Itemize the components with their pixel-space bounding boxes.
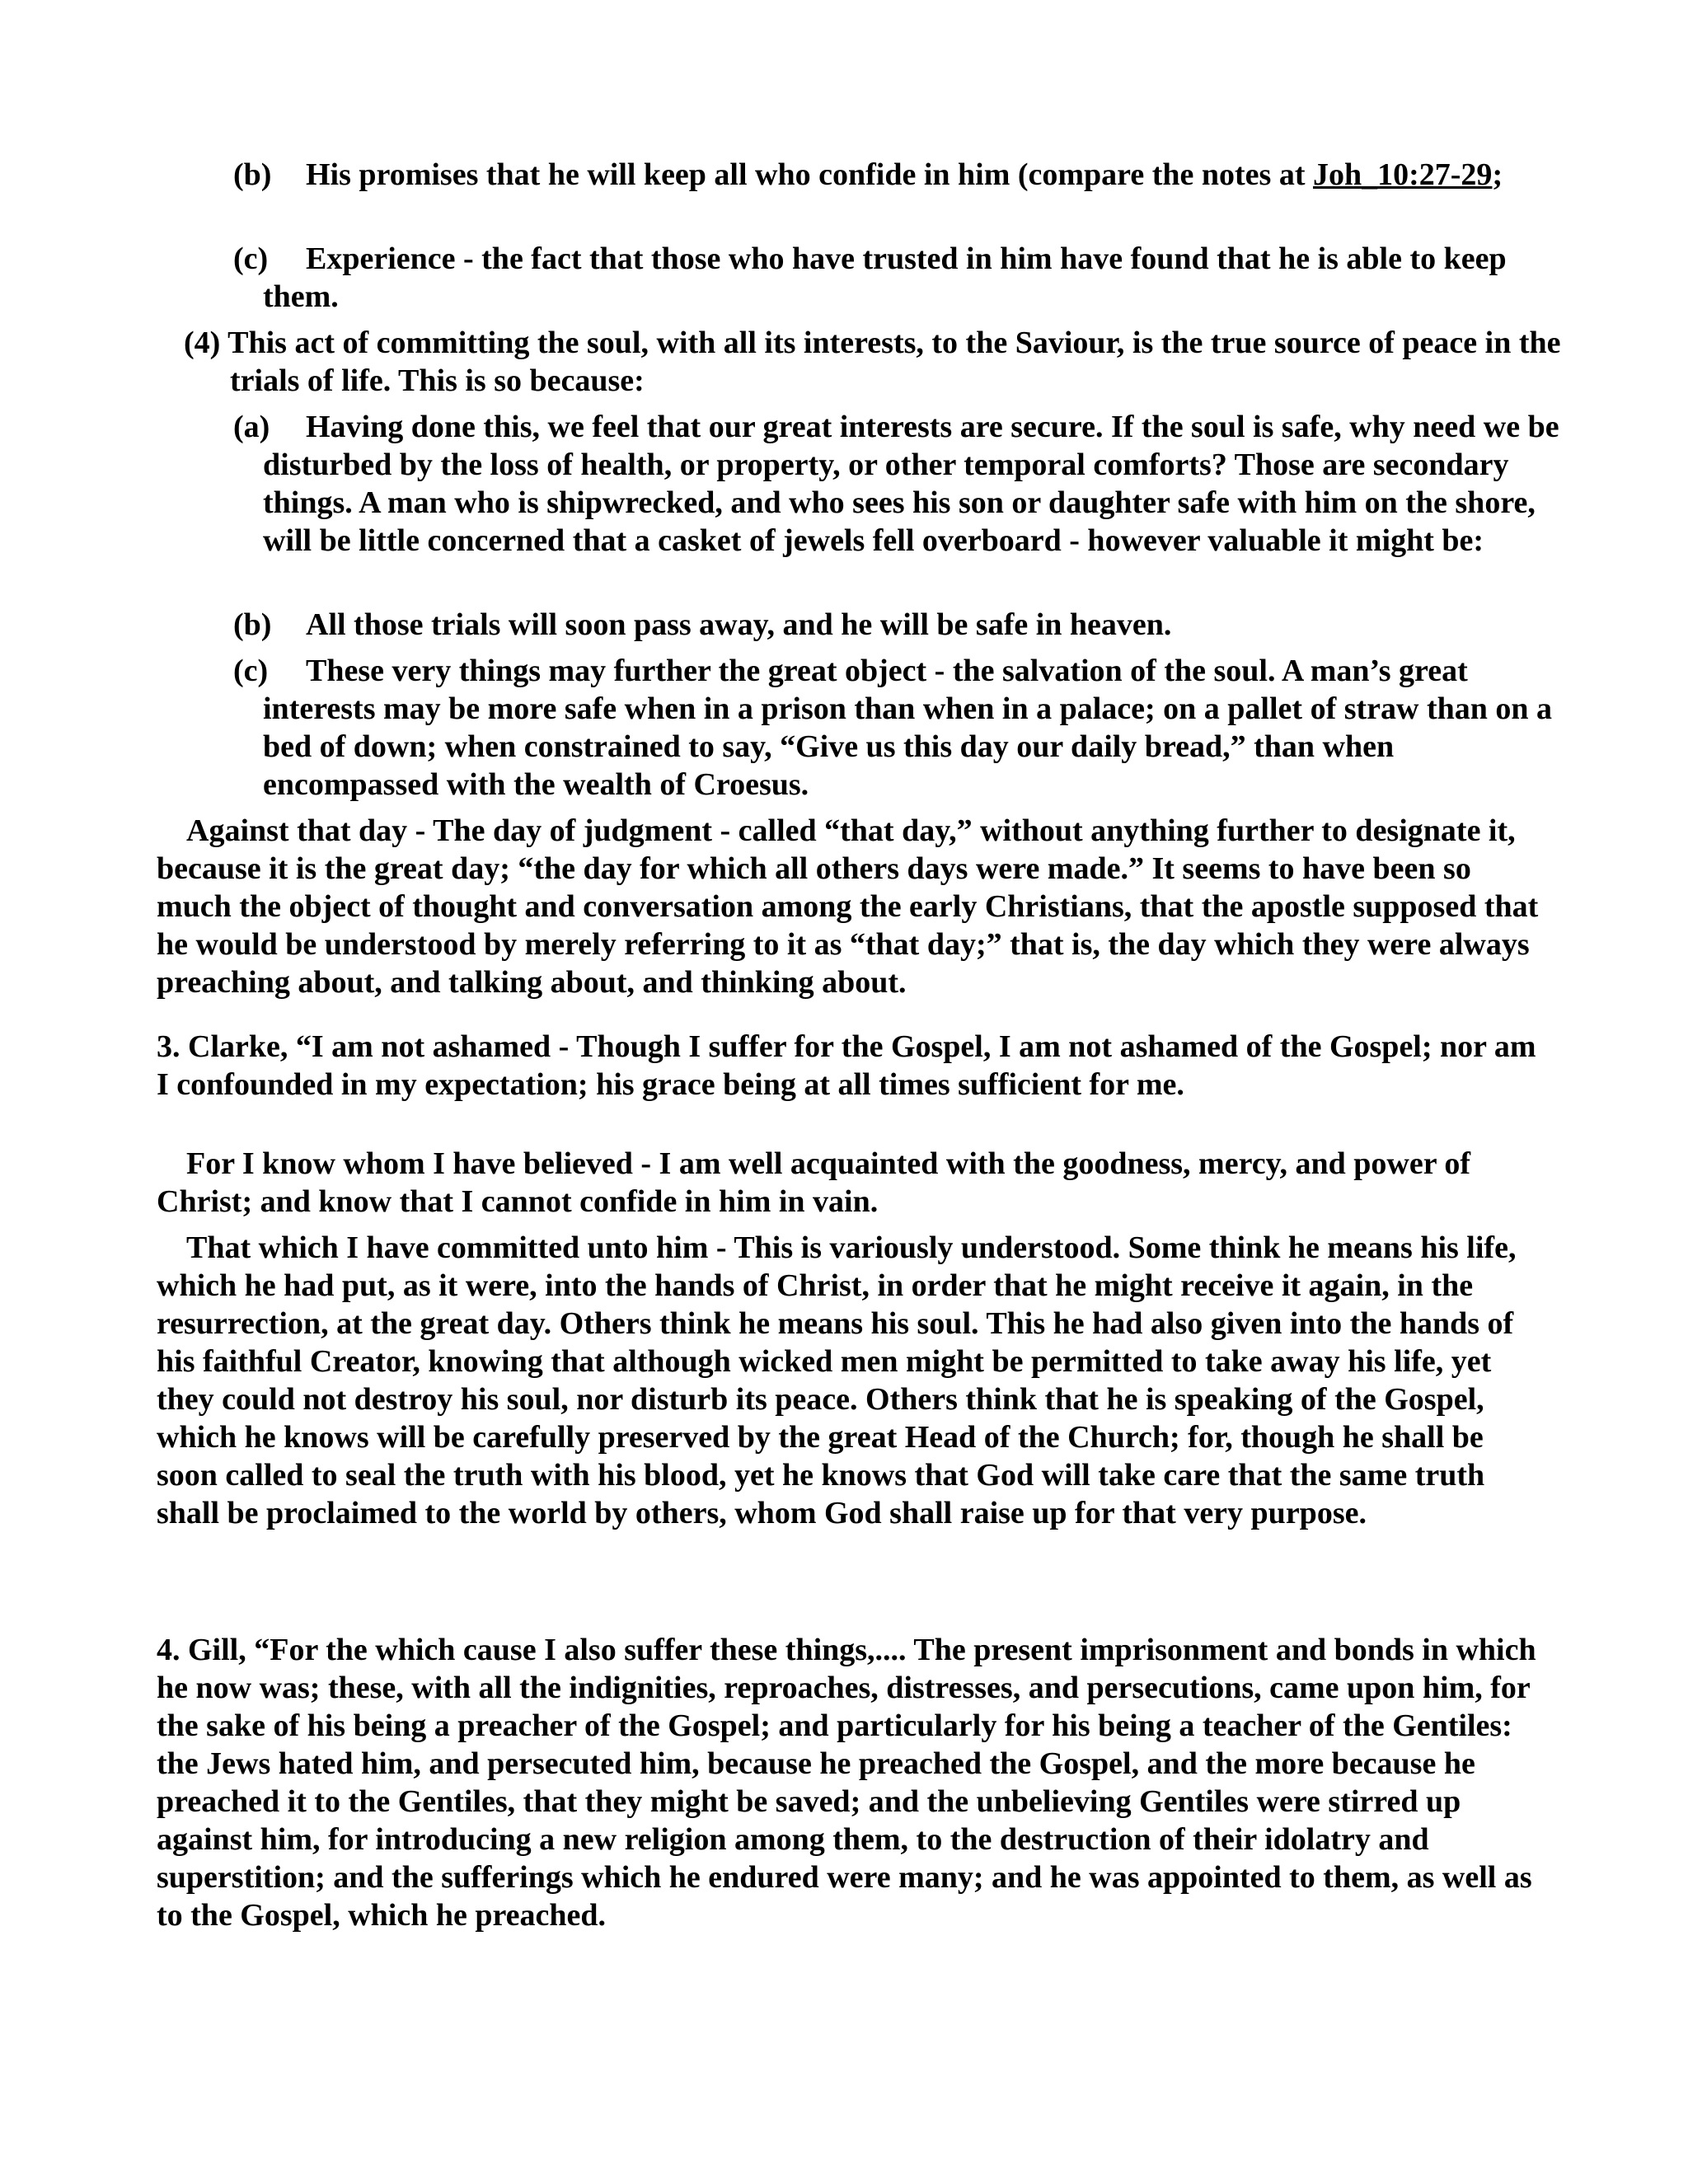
item-c-great-object [233, 652, 1561, 804]
item-label: (b) [233, 607, 272, 642]
item-text: All those trials will soon pass away, and he will be safe in heaven. [306, 607, 1172, 642]
item-c-experience [233, 240, 1561, 316]
item-text-tail: ; [1492, 157, 1503, 192]
item-text: His promises that he will keep all who confide in him (compare the notes at [306, 157, 1313, 192]
item-label: (a) [233, 410, 270, 444]
against-that-day-paragraph: Against that day - The day of judgment - called “that day,” without anything further to designate it, because it is the great day; “the day for which all others days were made.” It seems to have been so much the object of thought and conversation among the early Christians, that the apostle supposed that he would be understood by merely referring to it as “that day;” that is, the day which they were always preaching about, and talking about, and thinking about. [157, 813, 1539, 1000]
item-label: (c) [233, 654, 269, 688]
point-text: (4) This act of committing the soul, with all its interests, to the Saviour, is the true source of peace in the trials of life. This is so because: [184, 326, 1561, 398]
clarke-know-paragraph: For I know whom I have believed - I am well acquainted with the goodness, mercy, and power of Christ; and know that I cannot confide in him in vain. [157, 1146, 1471, 1219]
item-text: These very things may further the great object - the salvation of the soul. A man’s great interests may be more safe when in a prison than when in a palace; on a pallet of straw than on a bed of down; when constrained to say, “Give us this day our daily bread,” than when encompassed with the wealth of Croesus. [263, 654, 1553, 802]
item-text: Experience - the fact that those who have trusted in him have found that he is able to keep them. [263, 241, 1507, 314]
scripture-reference-link[interactable]: Joh_10:27-29 [1312, 157, 1493, 192]
item-a-interests-secure [233, 408, 1561, 560]
item-text: Having done this, we feel that our great interests are secure. If the soul is safe, why need we be disturbed by the loss of health, or property, or other temporal comforts? Those are secondary things. A man who is shipwrecked, and who sees his son or daughter safe with him on the shore, will be little concerned that a casket of jewels fell overboard - however valuable it might be: [263, 410, 1559, 558]
clarke-intro-paragraph: 3. Clarke, “I am not ashamed - Though I suffer for the Gospel, I am not ashamed of the Gospel; nor am I confounded in my expectation; his grace being at all times sufficient for me. [157, 1029, 1536, 1102]
item-b-promises [233, 156, 1561, 194]
gill-paragraph: 4. Gill, “For the which cause I also suffer these things,.... The present imprisonment and bonds in which he now was; these, with all the indignities, reproaches, distresses, and persecutions, came upon him, for the sake of his being a preacher of the Gospel; and particularly for his being a teacher of the Gentiles: the Jews hated him, and persecuted him, because he preached the Gospel, and the more because he preached it to the Gentiles, that they might be saved; and the unbelieving Gentiles were stirred up against him, for introducing a new religion among them, to the destruction of their idolatry and superstition; and the sufferings which he endured were many; and he was appointed to them, as well as to the Gospel, which he preached. [157, 1633, 1536, 1933]
item-b-trials-pass [233, 606, 1561, 644]
point-4-paragraph [184, 324, 1582, 400]
item-label: (c) [233, 241, 269, 276]
item-label: (b) [233, 157, 272, 192]
clarke-committed-paragraph: That which I have committed unto him - This is variously understood. Some think he means his life, which he had put, as it were, into the hands of Christ, in order that he might receive it again, in the resurrection, at the great day. Others think he means his soul. This he had also given into the hands of his faithful Creator, knowing that although wicked men might be permitted to take away his life, yet they could not destroy his soul, nor disturb its peace. Others think that he is speaking of the Gospel, which he knows will be carefully preserved by the great Head of the Church; for, though he shall be soon called to seal the truth with his blood, yet he knows that God will take care that the same truth shall be proclaimed to the world by others, whom God shall raise up for that very purpose. [157, 1230, 1517, 1530]
